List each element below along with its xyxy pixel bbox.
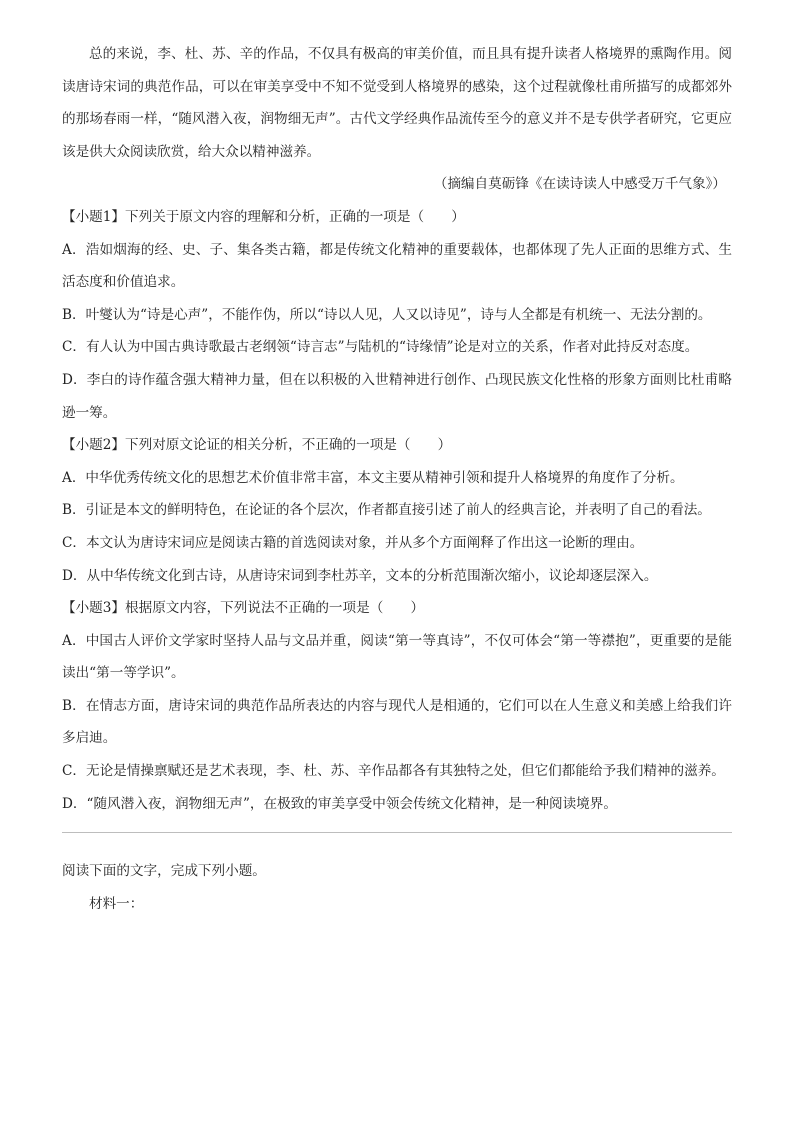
question-stem: 【小题2】下列对原文论证的相关分析，不正确的一项是（ ） [62,437,452,454]
option-a: A．浩如烟海的经、史、子、集各类古籍，都是传统文化精神的重要载体，也都体现了先人正面的思维方式、生活态度和价值追求。 [62,241,732,291]
question-1 [62,201,732,429]
question-2 [62,429,732,592]
option-c: C．本文认为唐诗宋词应是阅读古籍的首选阅读对象，并从多个方面阐释了作出这一论断的理由。 [62,534,644,551]
option-b: B．引证是本文的鲜明特色，在论证的各个层次，作者都直接引述了前人的经典言论，并表明了自己的看法。 [62,502,711,519]
question-stem: 【小题3】根据原文内容，下列说法不正确的一项是（ ） [62,600,425,617]
option-c: C．有人认为中国古典诗歌最古老纲领“诗言志”与陆机的“诗缘情”论是对立的关系，作者对此持反对态度。 [62,339,699,356]
option-d: D．“随风潜入夜，润物细无声”，在极致的审美享受中领会传统文化精神，是一种阅读境界。 [62,795,617,812]
passage-source: （摘编自莫砺锋《在读诗读人中感受万千气象》） [433,176,726,193]
option-d: D．李白的诗作蕴含强大精神力量，但在以积极的入世精神进行创作、凸现民族文化性格的形象方面则比杜甫略逊一筹。 [62,371,732,421]
option-d: D．从中华传统文化到古诗，从唐诗宋词到李杜苏辛，文本的分析范围渐次缩小，议论却逐层深入。 [62,567,658,584]
option-b: B．叶燮认为“诗是心声”，不能作伪，所以“诗以人见，人又以诗见”，诗与人全都是有机统一、无法分割的。 [62,306,712,323]
question-stem: 【小题1】下列关于原文内容的理解和分析，正确的一项是（ ） [62,208,465,225]
material-label: 材料一： [89,895,144,912]
task-instruction: 阅读下面的文字，完成下列小题。 [62,863,266,880]
option-b: B．在情志方面，唐诗宋词的典范作品所表达的内容与现代人是相通的，它们可以在人生意义和美感上给我们许多启迪。 [62,697,732,747]
document-page [62,38,732,920]
section-divider [62,832,732,833]
question-3 [62,592,732,820]
passage-paragraph: 总的来说，李、杜、苏、辛的作品，不仅具有极高的审美价值，而且具有提升读者人格境界的熏陶作用。阅读唐诗宋词的典范作品，可以在审美享受中不知不觉受到人格境界的感染，这个过程就像杜甫所描写的成都郊外的那场春雨一样，“随风潜入夜，润物细无声”。古代文学经典作品流传至今的意义并不是专供学者研究，它更应该是供大众阅读欣赏，给大众以精神滋养。 [62,46,732,160]
option-c: C．无论是情操禀赋还是艺术表现，李、杜、苏、辛作品都各有其独特之处，但它们都能给予我们精神的滋养。 [62,763,725,780]
option-a: A．中国古人评价文学家时坚持人品与文品并重，阅读“第一等真诗”，不仅可体会“第一等襟抱”，更重要的是能读出“第一等学识”。 [62,632,732,682]
option-a: A．中华优秀传统文化的思想艺术价值非常丰富，本文主要从精神引领和提升人格境界的角度作了分析。 [62,469,684,486]
